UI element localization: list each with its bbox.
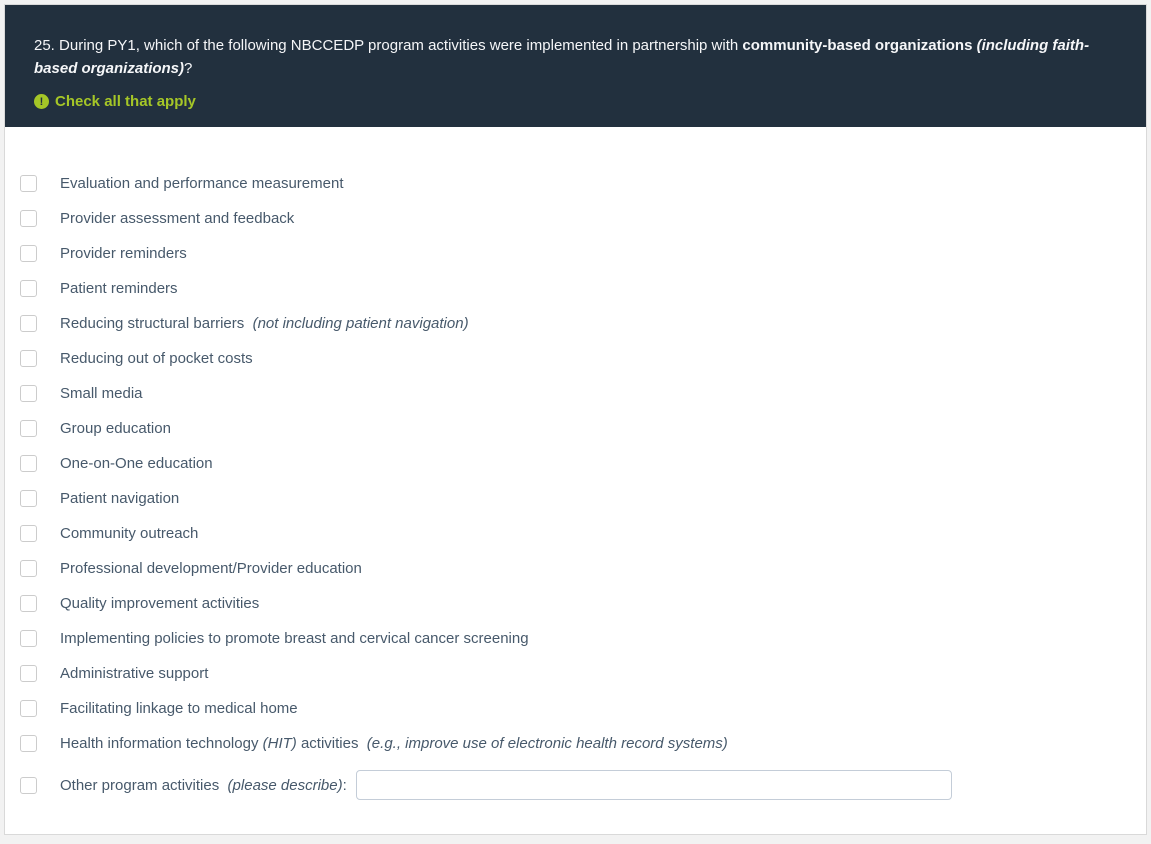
checkbox[interactable] xyxy=(20,735,37,752)
checkbox-item-other[interactable] xyxy=(20,765,1146,805)
checkbox-item[interactable] xyxy=(20,691,1146,726)
checkbox-item-label: Group education xyxy=(60,420,171,437)
checkbox[interactable] xyxy=(20,245,37,262)
checkbox[interactable] xyxy=(20,525,37,542)
checkbox[interactable] xyxy=(20,595,37,612)
checkbox-item-label: Health information technology (HIT) activities (e.g., improve use of electronic health record systems) xyxy=(60,735,728,752)
checkbox-item[interactable] xyxy=(20,411,1146,446)
answer-area xyxy=(5,127,1146,805)
question-card xyxy=(4,4,1147,835)
checkbox-item-label: Community outreach xyxy=(60,525,199,542)
checkbox-item-label: Provider assessment and feedback xyxy=(60,210,295,227)
checkbox[interactable] xyxy=(20,700,37,717)
checkbox[interactable] xyxy=(20,630,37,647)
exclamation-circle-icon: ! xyxy=(34,94,49,109)
checkbox-item[interactable] xyxy=(20,726,1146,761)
checkbox[interactable] xyxy=(20,455,37,472)
checkbox-item-label: Facilitating linkage to medical home xyxy=(60,700,298,717)
checkbox-item[interactable] xyxy=(20,446,1146,481)
checkbox-list xyxy=(20,166,1146,761)
checkbox-item[interactable] xyxy=(20,236,1146,271)
checkbox-item[interactable] xyxy=(20,376,1146,411)
checkbox[interactable] xyxy=(20,385,37,402)
checkbox-item-label: Small media xyxy=(60,385,143,402)
checkbox[interactable] xyxy=(20,350,37,367)
checkbox-item-label-other: Other program activities (please describe): xyxy=(60,776,347,794)
checkbox[interactable] xyxy=(20,210,37,227)
checkbox-item-label: Evaluation and performance measurement xyxy=(60,175,344,192)
other-describe-input[interactable] xyxy=(356,770,952,800)
checkbox-item[interactable] xyxy=(20,271,1146,306)
question-header xyxy=(5,5,1146,127)
checkbox-item-label: Implementing policies to promote breast and cervical cancer screening xyxy=(60,630,529,647)
checkbox-item[interactable] xyxy=(20,656,1146,691)
checkbox[interactable] xyxy=(20,560,37,577)
checkbox-item[interactable] xyxy=(20,516,1146,551)
checkbox-item-label: One-on-One education xyxy=(60,455,213,472)
checkbox-item[interactable] xyxy=(20,621,1146,656)
checkbox[interactable] xyxy=(20,665,37,682)
checkbox[interactable] xyxy=(20,315,37,332)
checkbox[interactable] xyxy=(20,280,37,297)
checkbox-item-label: Provider reminders xyxy=(60,245,187,262)
checkbox-item-label: Reducing out of pocket costs xyxy=(60,350,253,367)
checkbox[interactable] xyxy=(20,777,37,794)
checkbox-item-label: Administrative support xyxy=(60,665,209,682)
checkbox-item-label: Quality improvement activities xyxy=(60,595,260,612)
checkbox[interactable] xyxy=(20,490,37,507)
checkbox-item-label: Reducing structural barriers (not including patient navigation) xyxy=(60,315,469,332)
check-all-instruction xyxy=(34,93,1090,110)
checkbox[interactable] xyxy=(20,420,37,437)
checkbox-item-label: Patient reminders xyxy=(60,280,178,297)
checkbox-item[interactable] xyxy=(20,551,1146,586)
checkbox[interactable] xyxy=(20,175,37,192)
checkbox-item[interactable] xyxy=(20,306,1146,341)
checkbox-item-label: Patient navigation xyxy=(60,490,180,507)
checkbox-item-label: Professional development/Provider education xyxy=(60,560,362,577)
checkbox-item[interactable] xyxy=(20,481,1146,516)
question-title: 25. During PY1, which of the following NBCCEDP program activities were implemented in partnership with community-based organizations (including faith-based organizations)? xyxy=(34,37,1090,77)
checkbox-item[interactable] xyxy=(20,586,1146,621)
checkbox-item[interactable] xyxy=(20,201,1146,236)
checkbox-item[interactable] xyxy=(20,341,1146,376)
instruction-label: Check all that apply xyxy=(55,93,196,110)
checkbox-item[interactable] xyxy=(20,166,1146,201)
